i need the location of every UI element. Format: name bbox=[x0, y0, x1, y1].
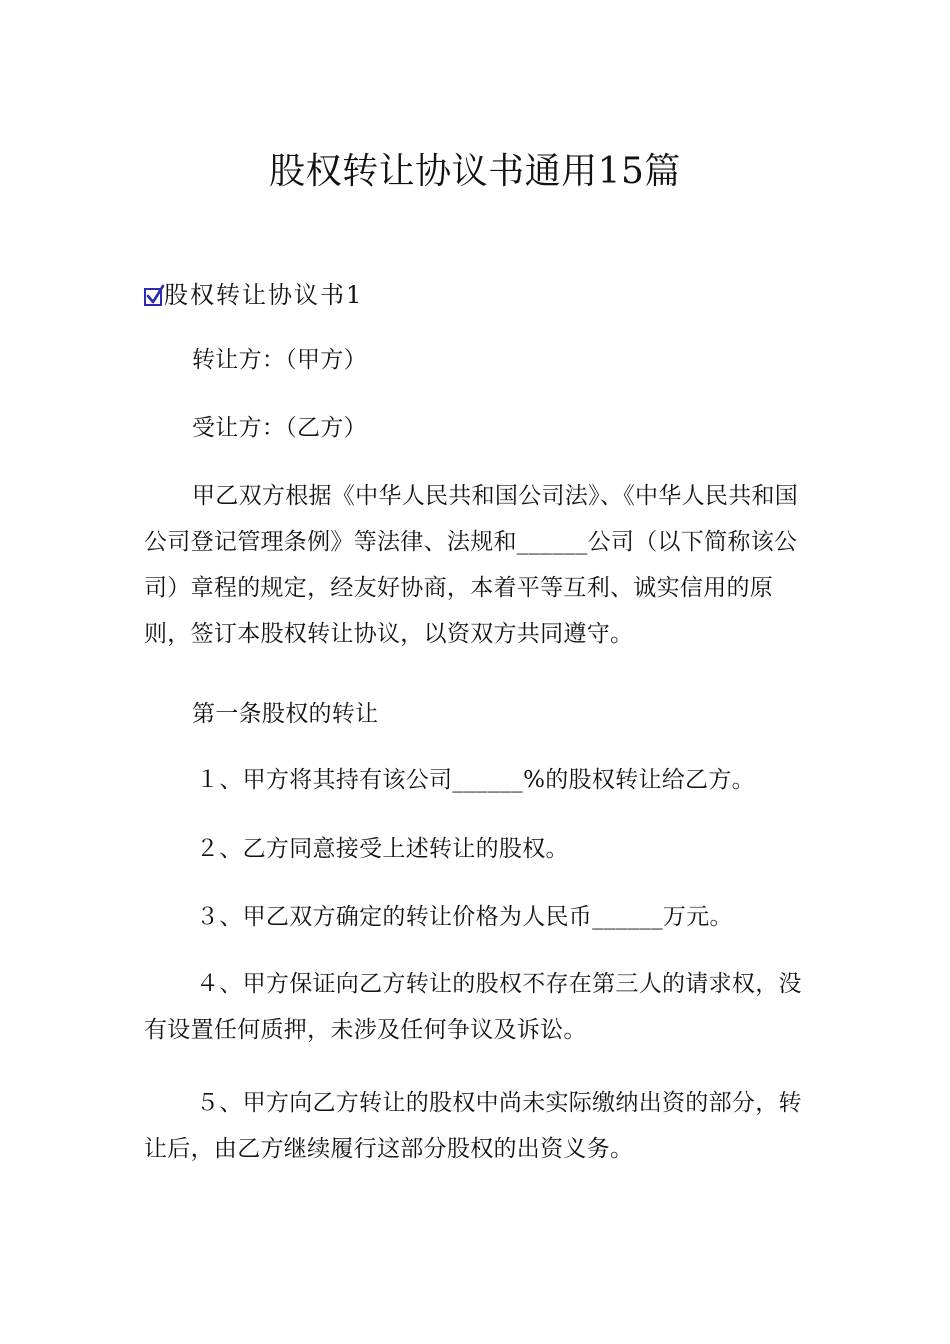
clause-2: ２、乙方同意接受上述转让的股权。 bbox=[196, 836, 569, 862]
section-heading bbox=[144, 274, 363, 310]
transferee-line: 受让方：（乙方） bbox=[192, 415, 367, 441]
article-one-heading: 第一条股权的转让 bbox=[192, 701, 379, 727]
clause-5: ５、甲方向乙方转让的股权中尚未实际缴纳出资的部分，转让后，由乙方继续履行这部分股权的出资义务。 bbox=[144, 1090, 802, 1162]
preamble-paragraph: 甲乙双方根据《中华人民共和国公司法》、《中华人民共和国公司登记管理条例》等法律、法规和______公司（以下简称该公司）章程的规定，经友好协商，本着平等互利、诚实信用的原则，签订本股权转让协议，以资双方共同遵守。 bbox=[144, 483, 799, 647]
clause-3: ３、甲乙双方确定的转让价格为人民币______万元。 bbox=[196, 904, 733, 930]
section-heading-text: 股权转让协议书1 bbox=[164, 280, 364, 309]
clause-1: １、甲方将其持有该公司______%的股权转让给乙方。 bbox=[196, 767, 755, 793]
checked-checkbox-icon bbox=[144, 288, 162, 306]
clause-4: ４、甲方保证向乙方转让的股权不存在第三人的请求权，没有设置任何质押，未涉及任何争议及诉讼。 bbox=[144, 971, 802, 1043]
document-title: 股权转让协议书通用15篇 bbox=[269, 151, 681, 192]
transferor-line: 转让方：（甲方） bbox=[192, 347, 367, 373]
